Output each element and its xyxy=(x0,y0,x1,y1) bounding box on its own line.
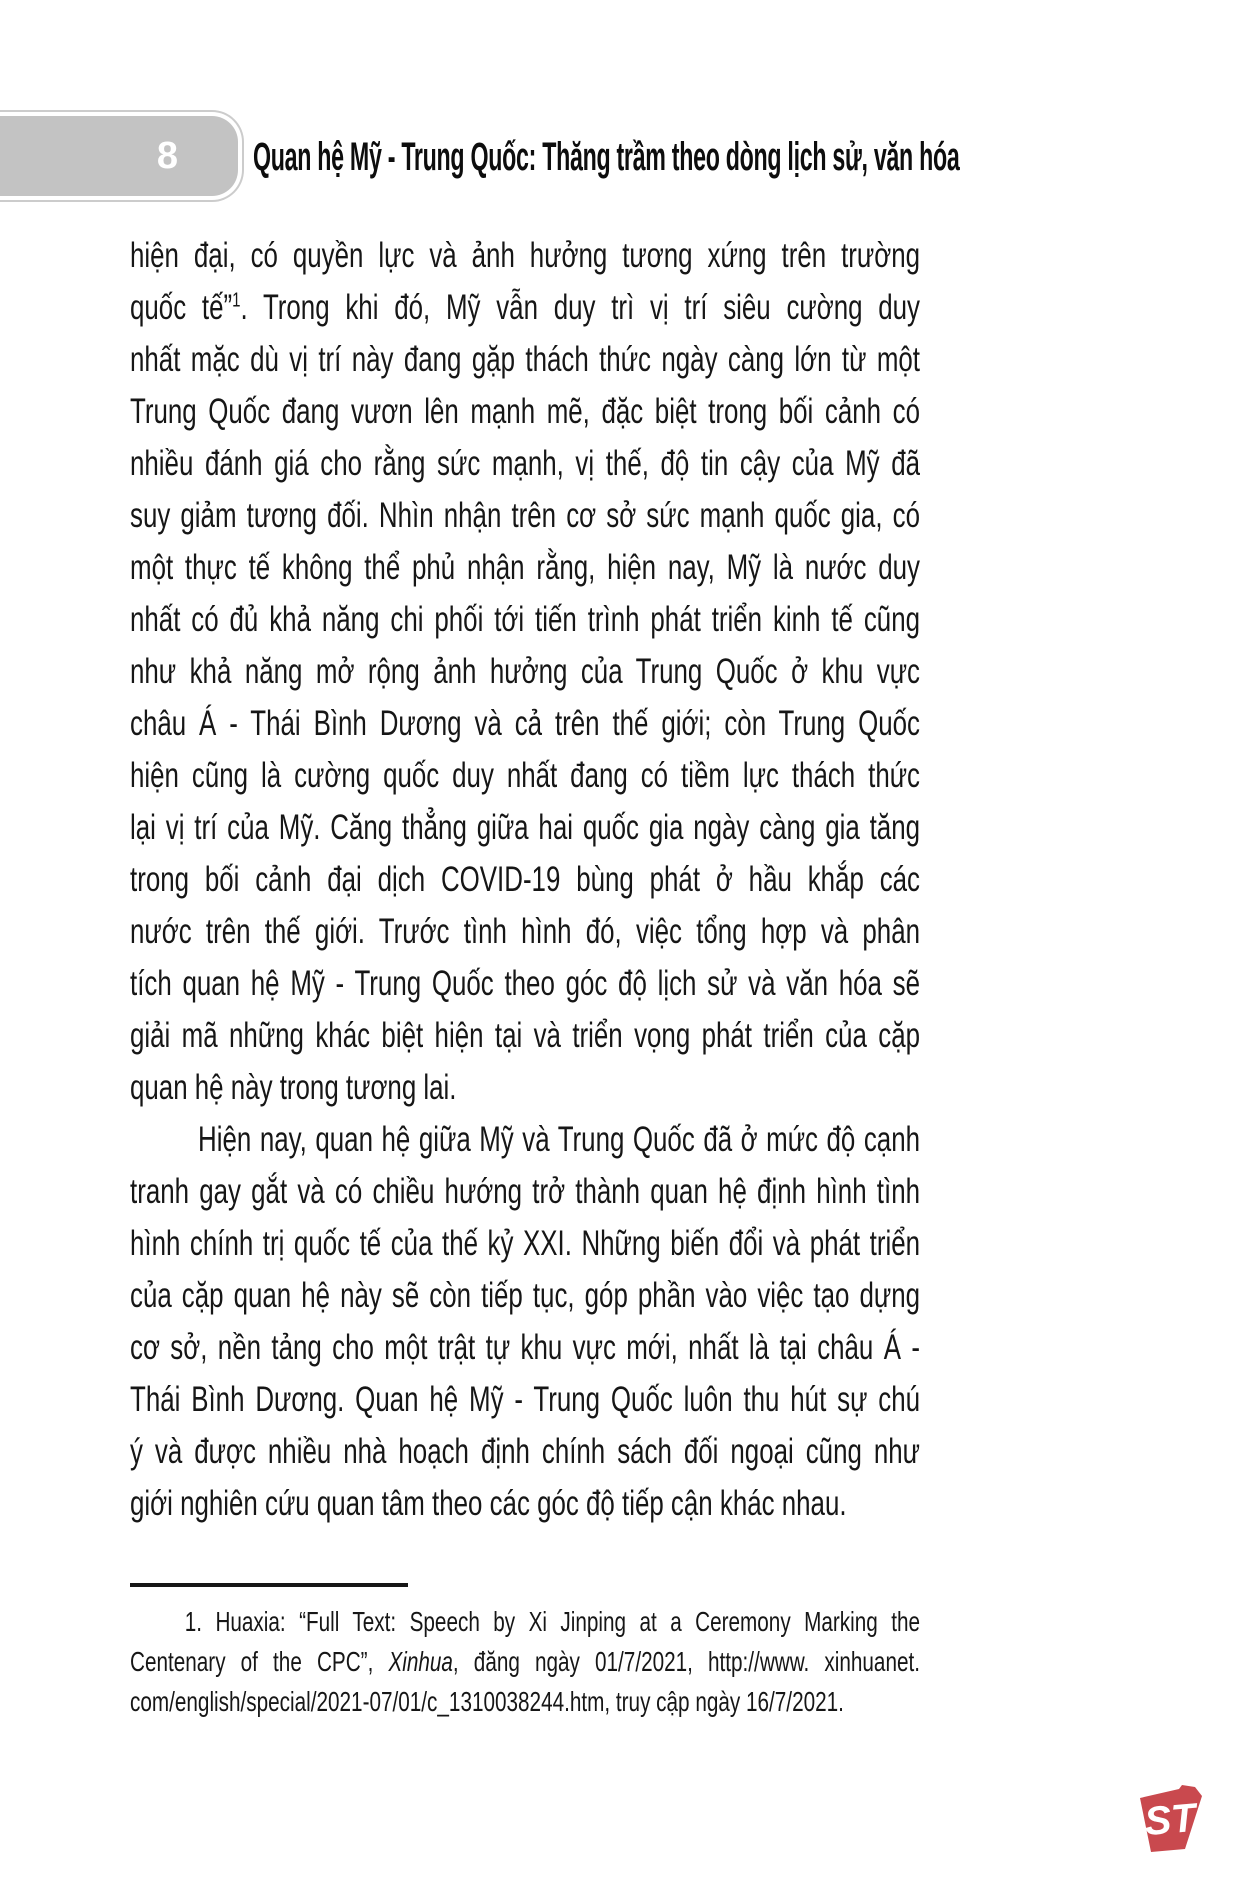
text-column xyxy=(130,230,920,1530)
text-line: nhất mặc dù vị trí này đang gặp thách thức ngày càng lớn từ một xyxy=(130,340,920,379)
text-line: châu Á - Thái Bình Dương và cả trên thế giới; còn Trung Quốc xyxy=(130,704,920,743)
body-text xyxy=(130,230,920,1530)
text-line: một thực tế không thể phủ nhận rằng, hiện nay, Mỹ là nước duy xyxy=(130,548,920,587)
paragraph-1 xyxy=(130,230,920,1114)
text-line: hiện đại, có quyền lực và ảnh hưởng tương xứng trên trường xyxy=(130,236,920,275)
text-line: giới nghiên cứu quan tâm theo các góc độ tiếp cận khác nhau. xyxy=(130,1484,847,1523)
text-line: suy giảm tương đối. Nhìn nhận trên cơ sở sức mạnh quốc gia, có xyxy=(130,496,920,535)
page-number-bar xyxy=(0,116,238,196)
text-line: tích quan hệ Mỹ - Trung Quốc theo góc độ lịch sử và văn hóa sẽ xyxy=(130,964,920,1003)
text-line: nhất có đủ khả năng chi phối tới tiến trình phát triển kinh tế cũng xyxy=(130,600,920,639)
text-line: trong bối cảnh đại dịch COVID-19 bùng phát ở hầu khắp các xyxy=(130,860,920,899)
text-line: Thái Bình Dương. Quan hệ Mỹ - Trung Quốc luôn thu hút sự chú xyxy=(130,1380,920,1419)
text-line: nước trên thế giới. Trước tình hình đó, việc tổng hợp và phân xyxy=(130,912,920,951)
page-number: 8 xyxy=(156,135,178,177)
footnote-column xyxy=(130,1602,920,1722)
text-line: Trung Quốc đang vươn lên mạnh mẽ, đặc biệt trong bối cảnh có xyxy=(130,392,920,431)
text-line: của cặp quan hệ này sẽ còn tiếp tục, góp phần vào việc tạo dựng xyxy=(130,1276,920,1315)
text-line: Hiện nay, quan hệ giữa Mỹ và Trung Quốc đã ở mức độ cạnh xyxy=(198,1120,920,1159)
footnote-line: 1. Huaxia: “Full Text: Speech by Xi Jinping at a Ceremony Marking the xyxy=(184,1606,920,1637)
publisher-logo-graphic xyxy=(1134,1784,1206,1854)
text-line: ý và được nhiều nhà hoạch định chính sách đối ngoại cũng như xyxy=(130,1432,920,1471)
text-line: hình chính trị quốc tế của thế kỷ XXI. Những biến đổi và phát triển xyxy=(130,1224,920,1263)
footnote-separator xyxy=(130,1583,408,1587)
text-line: cơ sở, nền tảng cho một trật tự khu vực mới, nhất là tại châu Á - xyxy=(130,1328,920,1367)
text-line: tranh gay gắt và có chiều hướng trở thành quan hệ định hình tình xyxy=(130,1172,920,1211)
text-line: quốc tế”$^1$. Trong khi đó, Mỹ vẫn duy trì vị trí siêu cường duy xyxy=(130,288,920,327)
paragraph-2 xyxy=(130,1114,920,1530)
logo-text: ST xyxy=(1142,1795,1198,1845)
text-line: quan hệ này trong tương lai. xyxy=(130,1068,457,1107)
text-line: giải mã những khác biệt hiện tại và triển vọng phát triển của cặp xyxy=(130,1016,920,1055)
text-line: lại vị trí của Mỹ. Căng thẳng giữa hai quốc gia ngày càng gia tăng xyxy=(130,808,920,847)
text-line: nhiều đánh giá cho rằng sức mạnh, vị thế, độ tin cậy của Mỹ đã xyxy=(130,444,920,483)
running-header xyxy=(253,120,1260,194)
text-line: hiện cũng là cường quốc duy nhất đang có tiềm lực thách thức xyxy=(130,756,920,795)
footnote-line: com/english/special/2021-07/01/c_1310038244.htm, truy cập ngày 16/7/2021. xyxy=(130,1686,844,1717)
publisher-logo xyxy=(1134,1784,1206,1854)
footnote xyxy=(130,1602,920,1722)
footnote-line: Centenary of the CPC”, Xinhua, đăng ngày 01/7/2021, http://www. xinhuanet. xyxy=(130,1646,920,1677)
running-header-title: Quan hệ Mỹ - Trung Quốc: Thăng trầm theo dòng lịch sử, văn hóa xyxy=(253,134,960,179)
text-line: như khả năng mở rộng ảnh hưởng của Trung Quốc ở khu vực xyxy=(130,652,920,691)
